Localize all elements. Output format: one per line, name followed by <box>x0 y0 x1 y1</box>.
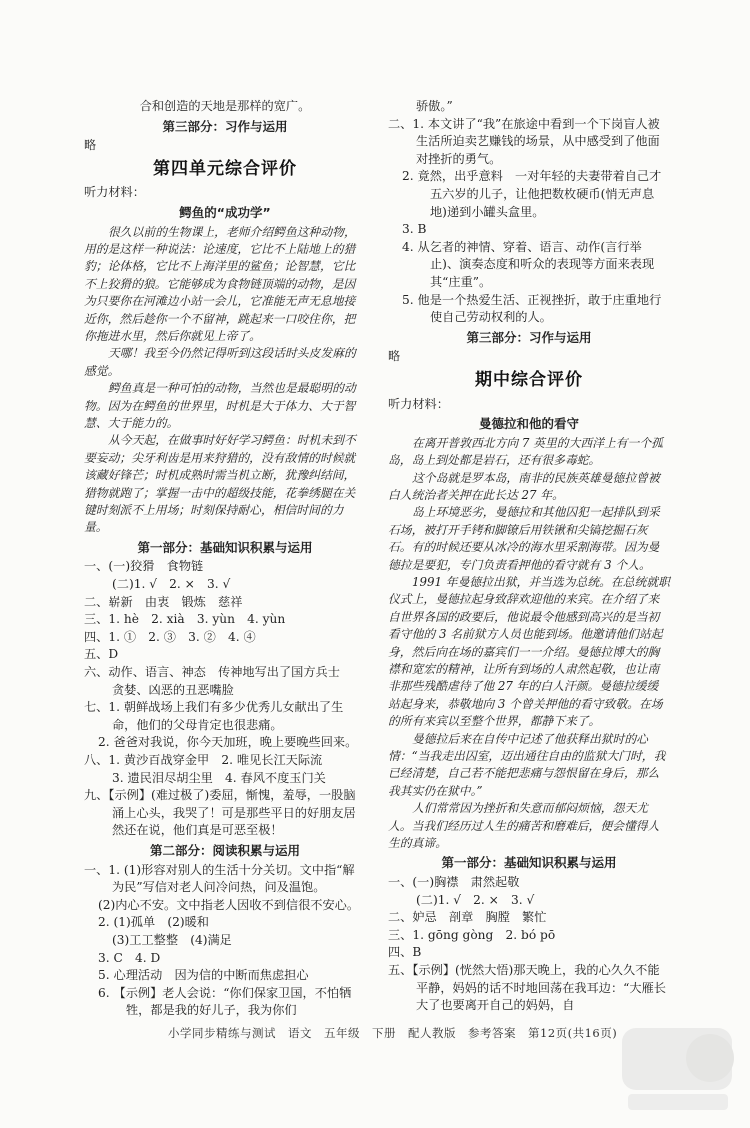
answer-line: (3)工工整整 (4)满足 <box>112 932 232 947</box>
section-1-title: 第一部分：基础知识积累与运用 <box>441 855 617 871</box>
answer-line: 四、B <box>388 945 422 960</box>
script-paragraph: 在离开普敦西北方向 7 英里的大西洋上有一个孤岛，岛上到处都是岩石，还有很多毒蛇。 <box>388 435 663 468</box>
unit4-banner: 第四单元综合评价 <box>153 158 297 179</box>
answer-line: 一、(一)胸襟 肃然起敬 <box>388 875 520 890</box>
listening-label: 听力材料： <box>84 185 145 200</box>
script-paragraph: 从今天起，在做事时好好学习鳄鱼：时机未到不要妄动；尖牙利齿是用来狩猎的，没有敌情的时候就该藏好锋芒；时机成熟时需当机立断，犹豫纠结间，猎物就跑了；掌握一击中的超级技能，花拳绣腿在关键时刻派不上用场；时刻保持耐心，相信时间的力量。 <box>84 433 356 535</box>
answer-line: 九、【示例】(难过极了)委屈，惭愧，羞辱，一股脑涌上心头，我哭了！可是那些平日的好朋友居然还在说，他们真是可恶至极！ <box>84 788 356 838</box>
right-column <box>388 98 670 1015</box>
answer-line: 二、1. 本文讲了“我”在旅途中看到一个下岗盲人被生活所迫卖艺赚钱的场景，从中感受到了他面对挫折的勇气。 <box>388 116 660 166</box>
script-paragraph: 1991 年曼德拉出狱，并当选为总统。在总统就职仪式上，曼德拉起身致辞欢迎他的来宾。在介绍了来自世界各国的政要后，他说最令他感到高兴的是当初看守他的 3 名前狱方人员也能到场。他邀请他们站起身，然后向在场的嘉宾们一一介绍。曼德拉博大的胸襟和宽宏的精神，让所有到场的人肃然起敬，也让南非那些残酷虐待了他 27 年的白人汗颜。曼德拉缓缓站起身来，恭敬地向 3 个曾关押他的看守致敬。在场的所有来宾以至整个世界，都静下来了。 <box>388 574 670 729</box>
listening-script <box>84 224 366 537</box>
answer-line: (2)内心不安。文中指老人因收不到信很不安心。 <box>98 897 360 912</box>
script-paragraph: 天哪！我至今仍然记得听到这段话时头皮发麻的感觉。 <box>84 346 356 378</box>
answer-line: 3. C 4. D <box>98 950 161 965</box>
watermark-logo-icon <box>618 1024 736 1116</box>
answer-line: 骄傲。” <box>416 99 453 113</box>
intro-tail: 合和创造的天地是那样的宽广。 <box>139 99 311 113</box>
answer-line: 4. 从乞者的神情、穿着、语言、动作(言行举止)、演奏态度和听众的表现等方面来表现其“庄重”。 <box>402 239 655 289</box>
answer-line: 三、1. hè 2. xià 3. yùn 4. yùn <box>84 612 286 627</box>
section-2-title: 第二部分：阅读积累与运用 <box>149 842 300 858</box>
listening-label: 听力材料： <box>388 396 449 411</box>
answer-line: 二、妒忌 剖章 胸膛 繁忙 <box>388 910 547 925</box>
answer-line: (二)1. √ 2. × 3. √ <box>112 577 231 592</box>
script-paragraph: 鳄鱼真是一种可怕的动物，当然也是最聪明的动物。因为在鳄鱼的世界里，时机是大于体力、大于智慧、大于能力的。 <box>84 381 356 431</box>
section-1-title: 第一部分：基础知识积累与运用 <box>137 539 313 555</box>
answer-line: 6. 【示例】老人会说：“你们保家卫国，不怕牺牲，都是我的好儿子，我为你们 <box>98 985 352 1018</box>
script-paragraph: 人们常常因为挫折和失意而郁闷烦恼，怨天尤人。当我们经历过人生的痛苦和磨难后，便会懂得人生的真谛。 <box>388 801 660 851</box>
answer-line: 二、崭新 由衷 锻炼 慈祥 <box>84 594 243 609</box>
answer-line: 三、1. gōng gòng 2. bó pō <box>388 927 556 942</box>
story-title: 鳄鱼的“成功学” <box>179 204 271 220</box>
answer-line: 2. (1)孤单 (2)暖和 <box>98 915 209 930</box>
midterm-banner: 期中综合评价 <box>475 369 583 390</box>
left-column <box>84 98 366 1020</box>
section-3-title: 第三部分：习作与运用 <box>466 329 592 345</box>
omitted-mark: 略 <box>388 349 401 364</box>
page-footer: 小学同步精练与测试 语文 五年级 下册 配人教版 参考答案 第12页(共16页) <box>168 1026 618 1040</box>
answer-line: 3. B <box>402 222 427 237</box>
answer-line: 2. 竟然，出乎意料 一对年轻的夫妻带着自己才五六岁的儿子，让他把数枚硬币(悄无声息地)递到小罐头盒里。 <box>402 169 662 219</box>
script-paragraph: 很久以前的生物课上，老师介绍鳄鱼这种动物，用的是这样一种说法：论速度，它比不上陆地上的猎豹；论体格，它比不上海洋里的鲨鱼；论智慧，它比不上狡猾的狼。它能够成为食物链顶端的动物，是因为只要你在河滩边小站一会儿，它准能无声无息地接近你，然后趁你一个不留神，跳起来一口咬住你，把你拖进水里，然后你就见上帝了。 <box>84 224 356 343</box>
answer-line: 五、【示例】(恍然大悟)那天晚上，我的心久久不能平静，妈妈的话不时地回荡在我耳边：“大雁长大了也要离开自己的妈妈，自 <box>388 963 666 1013</box>
listening-script <box>388 435 670 853</box>
answer-line: 八、1. 黄沙百战穿金甲 2. 唯见长江天际流 <box>84 753 323 767</box>
answer-line: (二)1. √ 2. × 3. √ <box>416 892 535 907</box>
section-3-title: 第三部分：习作与运用 <box>162 118 288 134</box>
answer-line: 贪婪、凶恶的丑恶嘴脸 <box>112 682 234 697</box>
answer-line: 5. 他是一个热爱生活、正视挫折，敢于庄重地行使自己劳动权利的人。 <box>402 292 662 325</box>
answer-line: 六、动作、语言、神态 传神地写出了国方兵士 <box>84 665 340 680</box>
answer-line: 七、1. 朝鲜战场上我们有多少优秀儿女献出了生命，他们的父母肯定也很悲痛。 <box>84 700 344 732</box>
script-paragraph: 曼德拉后来在自传中记述了他获释出狱时的心情：“当我走出囚室，迈出通往自由的监狱大门时，我已经清楚，自己若不能把悲痛与怨恨留在身后，那么我其实仍在狱中。” <box>388 731 666 798</box>
story-title: 曼德拉和他的看守 <box>478 416 579 432</box>
answer-line: 四、1. ① 2. ③ 3. ② 4. ④ <box>84 629 256 644</box>
answer-line: 一、1. (1)形容对别人的生活十分关切。文中指“解为民”写信对老人问冷问热，问及温饱。 <box>84 862 355 895</box>
answer-line: 五、D <box>84 647 119 662</box>
answer-line: 一、(一)狡猾 食物链 <box>84 559 204 574</box>
omitted-mark: 略 <box>84 138 97 153</box>
answer-line: 2. 爸爸对我说，你今天加班，晚上要晚些回来。 <box>98 735 358 750</box>
answer-line: 3. 遗民泪尽胡尘里 4. 春风不度玉门关 <box>112 770 326 785</box>
script-paragraph: 这个岛就是罗本岛，南非的民族英雄曼德拉曾被白人统治者关押在此长达 27 年。 <box>388 470 660 502</box>
answer-line: 5. 心理活动 因为信的中断而焦虑担心 <box>98 968 309 983</box>
script-paragraph: 岛上环境恶劣，曼德拉和其他囚犯一起排队到采石场，被打开手铐和脚镣后用铁锹和尖镐挖掘石灰石。有的时候还要从冰冷的海水里采割海带。因为曼德拉是要犯，专门负责看押他的看守就有 3 个人。 <box>388 505 660 572</box>
